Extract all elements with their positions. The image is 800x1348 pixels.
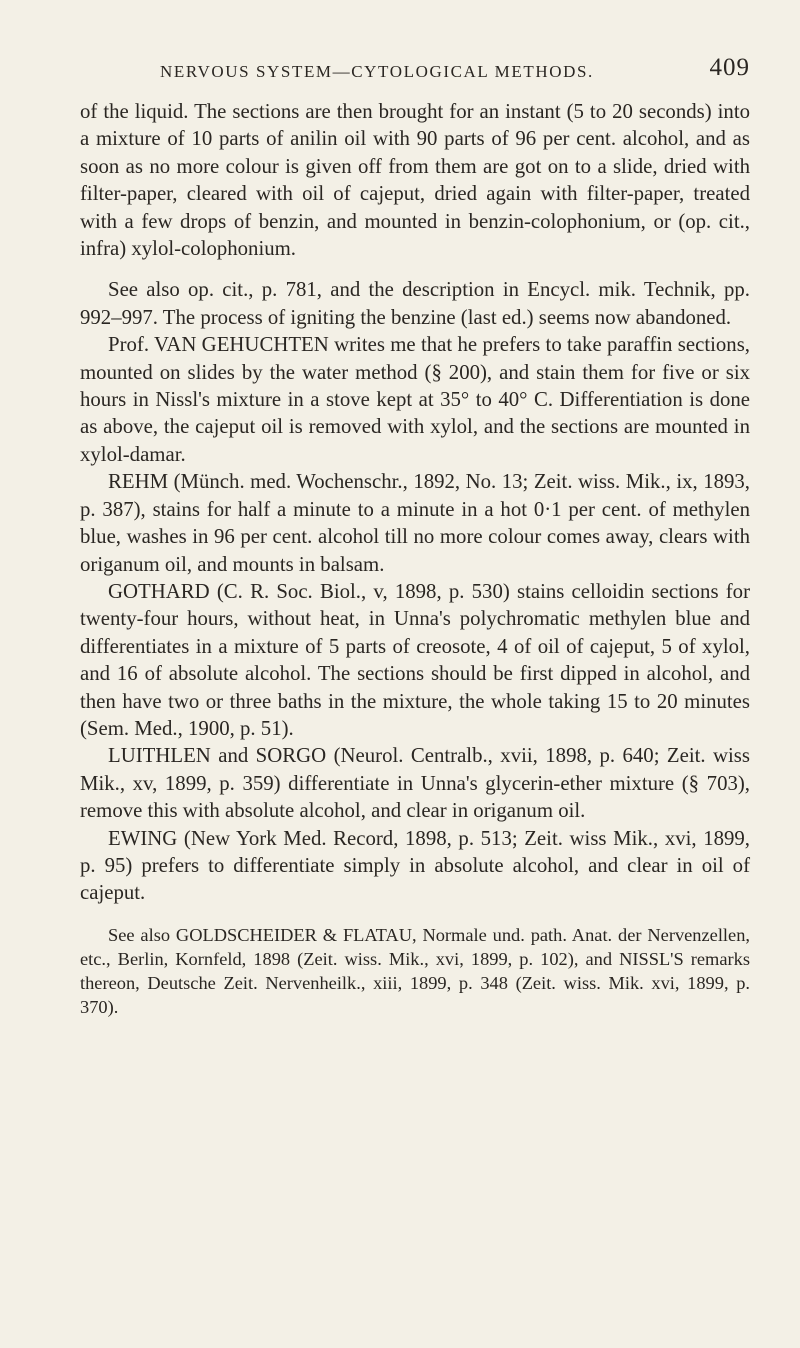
paragraph: GOTHARD (C. R. Soc. Biol., v, 1898, p. 530) stains celloidin sections for twenty-four hours, without heat, in Unna's polychromatic methylen blue and differentiates in a mixture of 5 parts of creosote, 4 of oil of cajeput, 5 of xylol, and 16 of absolute alcohol. The sections should be first dipped in alcohol, and then have two or three baths in the mixture, the whole taking 15 to 20 minutes (Sem. Med., 1900, p. 51). [80, 579, 750, 740]
body-text [80, 98, 750, 907]
footnote-block [80, 923, 750, 1019]
paragraph: Prof. VAN GEHUCHTEN writes me that he prefers to take paraffin sections, mounted on slides by the water method (§ 200), and stain them for five or six hours in Nissl's mixture in a stove kept at 35° to 40° C. Differentiation is done as above, the cajeput oil is removed with xylol, and the sections are mounted in xylol-damar. [80, 333, 750, 466]
paragraph: REHM (Münch. med. Wochenschr., 1892, No. 13; Zeit. wiss. Mik., ix, 1893, p. 387), stains for half a minute to a minute in a hot 0·1 per cent. of methylen blue, washes in 96 per cent. alcohol till no more colour comes away, clears with origanum oil, and mounts in balsam. [80, 470, 750, 576]
paragraph: See also GOLDSCHEIDER & FLATAU, Normale und. path. Anat. der Nervenzellen, etc., Berlin, Kornfeld, 1898 (Zeit. wiss. Mik., xvi, 1899, p. 102), and NISSL'S remarks thereon, Deutsche Zeit. Nervenheilk., xiii, 1899, p. 348 (Zeit. wiss. Mik. xvi, 1899, p. 370). [80, 924, 750, 1017]
running-head [80, 44, 750, 88]
paragraph: EWING (New York Med. Record, 1898, p. 513; Zeit. wiss Mik., xvi, 1899, p. 95) prefers to differentiate simply in absolute alcohol, and clear in oil of cajeput. [80, 826, 750, 905]
page-number: 409 [709, 54, 750, 81]
paragraph: See also op. cit., p. 781, and the description in Encycl. mik. Technik, pp. 992–997. The process of igniting the benzine (last ed.) seems now abandoned. [80, 278, 750, 329]
paragraph: LUITHLEN and SORGO (Neurol. Centralb., xvii, 1898, p. 640; Zeit. wiss Mik., xv, 1899, p. 359) differentiate in Unna's glycerin-ether mixture (§ 703), remove this with absolute alcohol, and clear in origanum oil. [80, 744, 750, 823]
paragraph: of the liquid. The sections are then brought for an instant (5 to 20 seconds) into a mixture of 10 parts of anilin oil with 90 parts of 96 per cent. alcohol, and as soon as no more colour is given off from them are got on to a slide, dried with filter-paper, cleared with oil of cajeput, dried again with filter-paper, treated with a few drops of benzin, and mounted in benzin-colophonium, or (op. cit., infra) xylol-colophonium. [80, 100, 750, 261]
running-title: NERVOUS SYSTEM—CYTOLOGICAL METHODS. [160, 62, 594, 81]
